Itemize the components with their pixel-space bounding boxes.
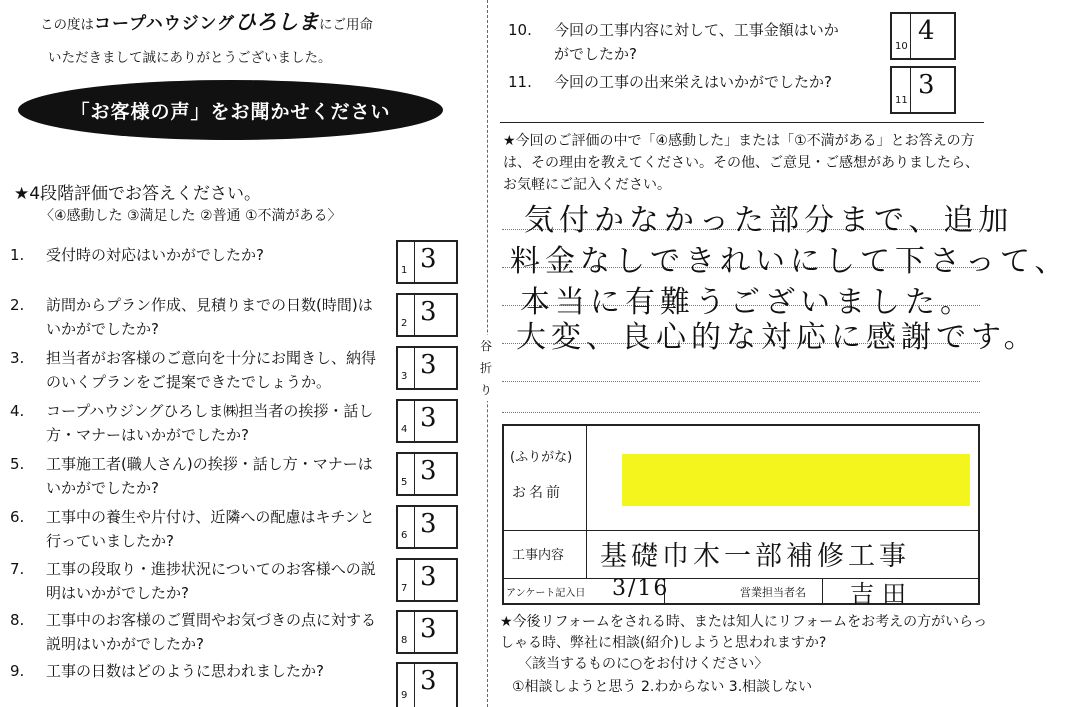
question-3: [10, 346, 380, 394]
handwritten-answer: 3: [420, 244, 437, 274]
customer-info-form: [502, 424, 980, 608]
question-text: 受付時の対応はいかがでしたか?: [46, 246, 264, 264]
answer-index: 3: [401, 371, 408, 382]
comment-line-2: 料金なしできれいにして下さって、: [510, 244, 1069, 279]
question-7: [10, 557, 380, 605]
handwritten-answer: 3: [420, 350, 437, 380]
answer-box-9[interactable]: [396, 662, 458, 707]
question-text: コープハウジングひろしま㈱担当者の挨拶・話し方・マナーはいかがでしたか?: [46, 402, 374, 444]
question-text: 今回の工事内容に対して、工事金額はいかがでしたか?: [554, 21, 839, 63]
answer-box-5[interactable]: [396, 452, 458, 496]
answer-box-10[interactable]: [890, 12, 956, 60]
question-8: [10, 608, 380, 656]
comment-line-3: 本当に有難うございました。: [520, 285, 975, 320]
answer-index: 6: [401, 530, 408, 541]
answer-index: 5: [401, 477, 408, 488]
answer-index: 4: [401, 424, 408, 435]
referral-instruction: 〈該当するものに○をお付けください〉: [518, 656, 769, 672]
comment-line-1: 気付かなかった部分まで、追加: [524, 203, 1014, 238]
question-text: 工事の日数はどのように思われましたか?: [46, 662, 324, 680]
answer-index: 8: [401, 635, 408, 646]
answer-box-2[interactable]: [396, 293, 458, 337]
question-number: 4.: [10, 402, 25, 420]
voice-banner: 「お客様の声」をお聞かせください: [18, 80, 443, 140]
referral-options[interactable]: ①相談しようと思う 2.わからない 3.相談しない: [512, 679, 813, 695]
question-text: 工事中のお客様のご質問やお気づきの点に対する説明はいかがでしたか?: [46, 611, 377, 653]
question-number: 3.: [10, 349, 25, 367]
survey-date: 3/16: [612, 576, 670, 601]
answer-box-6[interactable]: [396, 505, 458, 549]
answer-index: 1: [401, 265, 408, 276]
scale-title: ★4段階評価でお答えください。: [14, 184, 262, 204]
answer-index: 10: [895, 41, 908, 52]
survey-date-label: アンケート記入日: [506, 588, 586, 599]
question-5: [10, 452, 380, 500]
question-text: 担当者がお客様のご意向を十分にお聞きし、納得のいくプランをご提案できたでしょうか。: [46, 349, 377, 391]
question-text: 工事施工者(職人さん)の挨拶・話し方・マナーはいかがでしたか?: [46, 455, 373, 497]
answer-box-1[interactable]: [396, 240, 458, 284]
handwritten-answer: 3: [420, 509, 437, 539]
question-text: 今回の工事の出来栄えはいかがでしたか?: [554, 73, 832, 91]
question-number: 6.: [10, 508, 25, 526]
question-number: 5.: [10, 455, 25, 473]
intro-line-1: [40, 12, 373, 36]
handwritten-answer: 3: [420, 456, 437, 486]
question-6: [10, 505, 380, 553]
comment-prompt: ★今回のご評価の中で「④感動した」または「①不満がある」とお答えの方は、その理由を教えてください。その他、ご意見・ご感想がありましたら、お気軽にご記入ください。: [503, 133, 979, 193]
referral-question: [500, 612, 990, 698]
handwritten-answer: 3: [420, 403, 437, 433]
comment-line-4: 大変、良心的な対応に感謝です。: [516, 320, 1039, 355]
intro-line-2: いただきまして誠にありがとうございました。: [48, 50, 332, 66]
question-number: 11.: [508, 73, 532, 91]
brand-name-hiragana: ひろしま: [235, 10, 320, 34]
work-label: 工事内容: [512, 548, 565, 563]
answer-index: 7: [401, 583, 408, 594]
question-4: [10, 399, 380, 447]
answer-box-8[interactable]: [396, 610, 458, 654]
handwritten-answer: 3: [420, 666, 437, 696]
fold-label: 谷折り: [479, 335, 493, 401]
ruled-line: [502, 381, 980, 382]
question-text: 訪問からプラン作成、見積りまでの日数(時間)はいかがでしたか?: [46, 296, 373, 338]
name-label: お名前: [512, 485, 563, 501]
handwritten-answer: 4: [918, 16, 935, 46]
question-9: [10, 659, 380, 683]
scale-note: 〈④感動した ③満足した ②普通 ①不満がある〉: [40, 208, 342, 224]
question-text: 工事中の養生や片付け、近隣への配慮はキチンと行っていましたか?: [46, 508, 375, 550]
staff-name: 吉田: [850, 580, 914, 608]
staff-label: 営業担当者名: [740, 586, 806, 599]
handwritten-answer: 3: [918, 70, 935, 100]
furigana-label: (ふりがな): [510, 450, 573, 465]
question-number: 10.: [508, 21, 532, 39]
answer-index: 11: [895, 95, 908, 106]
intro-suffix: にご用命: [319, 17, 374, 33]
answer-box-4[interactable]: [396, 399, 458, 443]
question-number: 8.: [10, 611, 25, 629]
answer-index: 9: [401, 690, 408, 701]
question-10: [508, 18, 848, 66]
handwritten-answer: 3: [420, 297, 437, 327]
intro-prefix: この度は: [40, 17, 94, 33]
question-1: [10, 243, 380, 267]
answer-box-3[interactable]: [396, 346, 458, 390]
answer-box-11[interactable]: [890, 66, 956, 114]
name-redaction: [622, 454, 970, 506]
referral-question-text: ★今後リフォームをされる時、または知人にリフォームをお考えの方がいらっしゃる時、弊社に相談(紹介)しようと思われますか?: [500, 614, 988, 651]
question-2: [10, 293, 380, 341]
handwritten-answer: 3: [420, 614, 437, 644]
brand-name: コープハウジング: [94, 14, 236, 34]
question-number: 9.: [10, 662, 25, 680]
question-text: 工事の段取り・進捗状況についてのお客様への説明はいかがでしたか?: [46, 560, 376, 602]
section-divider: [500, 122, 984, 123]
answer-box-7[interactable]: [396, 558, 458, 602]
question-number: 1.: [10, 246, 25, 264]
work-content: 基礎巾木一部補修工事: [600, 541, 910, 572]
answer-index: 2: [401, 318, 408, 329]
ruled-line: [502, 412, 980, 413]
question-number: 2.: [10, 296, 25, 314]
question-11: [508, 70, 888, 94]
question-number: 7.: [10, 560, 25, 578]
handwritten-answer: 3: [420, 562, 437, 592]
